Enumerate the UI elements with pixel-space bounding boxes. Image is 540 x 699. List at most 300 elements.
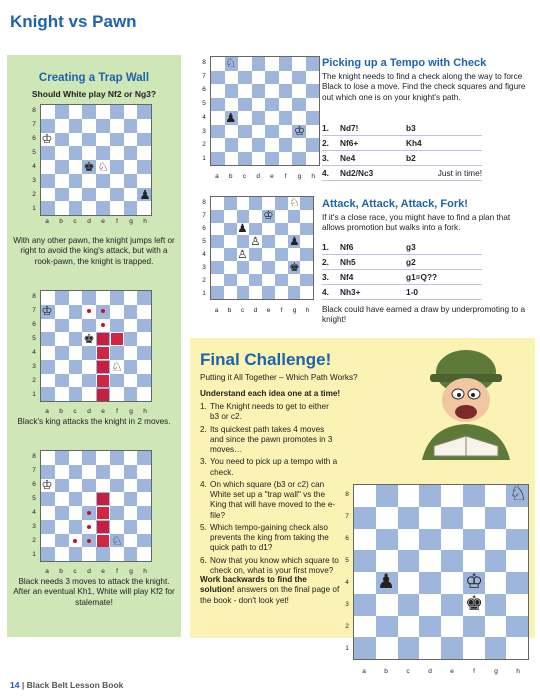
file-label: b bbox=[59, 568, 63, 575]
white-king-icon: ♔ bbox=[263, 208, 274, 222]
board-square bbox=[279, 98, 293, 112]
board-square bbox=[55, 360, 69, 374]
rank-label: 2 bbox=[345, 623, 349, 630]
board-square bbox=[275, 223, 288, 236]
board-square bbox=[249, 286, 262, 299]
board-square bbox=[485, 485, 507, 507]
board-square bbox=[306, 125, 320, 139]
board-square bbox=[262, 197, 275, 210]
final-answer-rest: answers on the final page of the book - don't look yet! bbox=[200, 585, 340, 605]
file-label: e bbox=[101, 568, 105, 575]
move-cell-n: 2. bbox=[322, 255, 340, 270]
board-square bbox=[110, 133, 124, 147]
page-number: 14 bbox=[10, 680, 20, 690]
board-square bbox=[279, 71, 293, 85]
board-square bbox=[288, 248, 301, 261]
move-cell-b: b2 bbox=[406, 151, 482, 166]
board-square bbox=[292, 98, 306, 112]
rank-label: 8 bbox=[202, 58, 206, 66]
board-square bbox=[225, 84, 239, 98]
rank-label: 6 bbox=[32, 135, 36, 142]
board-square bbox=[82, 119, 96, 133]
board-square bbox=[485, 594, 507, 616]
board-square bbox=[441, 594, 463, 616]
board-square bbox=[96, 451, 110, 465]
move-cell-w: Nf6+ bbox=[340, 136, 406, 151]
board-square bbox=[82, 188, 96, 202]
rank-label: 1 bbox=[345, 645, 349, 652]
attack-highlight bbox=[97, 521, 109, 533]
board-square bbox=[82, 105, 96, 119]
board-square bbox=[110, 520, 124, 534]
final-step bbox=[200, 556, 340, 577]
move-cell-n: 1. bbox=[322, 121, 340, 136]
white-knight-icon: ♘ bbox=[509, 483, 527, 506]
board-square bbox=[288, 274, 301, 287]
board-square bbox=[69, 133, 83, 147]
file-label: d bbox=[87, 568, 91, 575]
board-square bbox=[110, 160, 124, 174]
rank-label: 7 bbox=[202, 72, 206, 80]
board-square bbox=[110, 174, 124, 188]
final-step-number: 2. bbox=[200, 424, 207, 434]
board-square bbox=[41, 146, 55, 160]
board-square bbox=[96, 188, 110, 202]
board-square bbox=[441, 616, 463, 638]
move-cell-b: g1=Q?? bbox=[406, 270, 482, 285]
black-pawn-icon: ♟ bbox=[237, 221, 248, 235]
black-pawn-icon: ♟ bbox=[289, 234, 300, 248]
rank-label: 3 bbox=[32, 523, 36, 530]
file-label: b bbox=[227, 307, 232, 314]
board-square bbox=[41, 534, 55, 548]
board-square bbox=[69, 479, 83, 493]
board-square bbox=[55, 465, 69, 479]
board-square bbox=[110, 201, 124, 215]
board-square bbox=[224, 248, 237, 261]
board-square bbox=[41, 547, 55, 561]
board-square bbox=[292, 111, 306, 125]
board-square bbox=[506, 594, 528, 616]
board-square bbox=[300, 210, 313, 223]
rank-label: 8 bbox=[32, 107, 36, 114]
attack-highlight bbox=[97, 535, 109, 547]
file-label: e bbox=[450, 668, 454, 675]
file-label: h bbox=[143, 568, 147, 575]
board-square bbox=[238, 84, 252, 98]
board-square bbox=[211, 210, 224, 223]
file-label: c bbox=[73, 408, 77, 415]
board-square bbox=[124, 160, 138, 174]
board-square bbox=[275, 261, 288, 274]
board-square bbox=[82, 465, 96, 479]
board-square bbox=[69, 319, 83, 333]
rank-label: 7 bbox=[32, 121, 36, 128]
black-pawn-icon: ♟ bbox=[377, 571, 395, 594]
board-square bbox=[110, 319, 124, 333]
file-label: a bbox=[45, 408, 49, 415]
final-step bbox=[200, 480, 340, 521]
board-square bbox=[463, 616, 485, 638]
board-square bbox=[137, 374, 151, 388]
board-square bbox=[137, 360, 151, 374]
rank-label: 8 bbox=[202, 198, 206, 206]
final-step-text: Which tempo-gaining check also prevents the king from taking the quick path to d1? bbox=[210, 522, 329, 553]
board-square bbox=[96, 201, 110, 215]
white-knight-icon: ♘ bbox=[97, 159, 109, 174]
board-square bbox=[124, 133, 138, 147]
file-label: e bbox=[101, 218, 105, 225]
path-dot bbox=[101, 323, 105, 327]
rank-label: 8 bbox=[32, 293, 36, 300]
rank-label: 4 bbox=[202, 250, 206, 258]
board-square bbox=[55, 174, 69, 188]
file-label: b bbox=[59, 408, 63, 415]
move-row bbox=[322, 255, 482, 270]
trap-wall-question: Should White play Nf2 or Ng3? bbox=[31, 89, 157, 99]
board-square bbox=[69, 201, 83, 215]
board-square bbox=[398, 594, 420, 616]
board-square bbox=[237, 210, 250, 223]
board-square bbox=[211, 248, 224, 261]
final-title: Final Challenge! bbox=[200, 350, 332, 369]
board-square bbox=[69, 451, 83, 465]
board-square bbox=[265, 71, 279, 85]
board-square bbox=[238, 98, 252, 112]
board-square bbox=[300, 223, 313, 236]
path-dot bbox=[101, 309, 105, 313]
rank-label: 6 bbox=[202, 224, 206, 232]
board-square bbox=[55, 188, 69, 202]
move-row bbox=[322, 166, 482, 181]
board-square bbox=[376, 594, 398, 616]
board-square bbox=[110, 492, 124, 506]
board-square bbox=[249, 197, 262, 210]
board-square bbox=[110, 119, 124, 133]
board-square bbox=[69, 346, 83, 360]
board-square bbox=[225, 125, 239, 139]
board-square bbox=[224, 210, 237, 223]
board-square bbox=[82, 387, 96, 401]
board-square bbox=[265, 84, 279, 98]
board-square bbox=[137, 174, 151, 188]
board-square bbox=[300, 274, 313, 287]
board-square bbox=[292, 71, 306, 85]
board-square bbox=[279, 84, 293, 98]
file-label: g bbox=[292, 307, 297, 314]
board-square bbox=[69, 146, 83, 160]
board-square bbox=[124, 319, 138, 333]
board-square bbox=[279, 57, 293, 71]
board-square bbox=[485, 507, 507, 529]
board-square bbox=[82, 492, 96, 506]
board-square bbox=[300, 261, 313, 274]
board-square bbox=[354, 507, 376, 529]
file-label: f bbox=[116, 218, 118, 225]
file-label: f bbox=[280, 307, 283, 314]
attack-highlight bbox=[97, 347, 109, 359]
board-square bbox=[96, 119, 110, 133]
board-square bbox=[288, 286, 301, 299]
board-square bbox=[41, 291, 55, 305]
board-square bbox=[211, 98, 225, 112]
board-square bbox=[419, 637, 441, 659]
board-square bbox=[306, 152, 320, 166]
board-square bbox=[306, 57, 320, 71]
page-title: Knight vs Pawn bbox=[10, 12, 137, 31]
board-square bbox=[252, 152, 266, 166]
rank-label: 1 bbox=[202, 155, 206, 163]
rank-label: 5 bbox=[32, 149, 36, 156]
rank-label: 2 bbox=[32, 191, 36, 198]
board-square bbox=[506, 507, 528, 529]
trap-wall-heading: Creating a Trap Wall bbox=[38, 72, 150, 84]
final-answer-bold: Work backwards to find the solution! bbox=[200, 575, 307, 595]
board-square bbox=[41, 346, 55, 360]
board-square bbox=[41, 174, 55, 188]
board-square bbox=[275, 197, 288, 210]
board-square bbox=[354, 572, 376, 594]
move-cell-n: 2. bbox=[322, 136, 340, 151]
rank-label: 8 bbox=[345, 491, 349, 498]
board-square bbox=[110, 374, 124, 388]
file-label: a bbox=[215, 173, 219, 180]
board-square bbox=[124, 332, 138, 346]
rank-label: 5 bbox=[202, 237, 206, 245]
board-square bbox=[225, 98, 239, 112]
white-knight-icon: ♘ bbox=[111, 359, 123, 374]
move-cell-w: Ne4 bbox=[340, 151, 406, 166]
board-square bbox=[288, 210, 301, 223]
board-square bbox=[137, 520, 151, 534]
file-label: c bbox=[406, 668, 410, 675]
board-square bbox=[137, 305, 151, 319]
board-square bbox=[300, 286, 313, 299]
final-step bbox=[200, 523, 340, 554]
board-square bbox=[124, 188, 138, 202]
board-square bbox=[41, 451, 55, 465]
board-square bbox=[41, 105, 55, 119]
board-square bbox=[82, 346, 96, 360]
board-square bbox=[238, 152, 252, 166]
board-square bbox=[354, 594, 376, 616]
rank-label: 5 bbox=[345, 557, 349, 564]
move-cell-b: g2 bbox=[406, 255, 482, 270]
board-square bbox=[506, 637, 528, 659]
board-square bbox=[82, 451, 96, 465]
board-square bbox=[124, 146, 138, 160]
board-square bbox=[211, 111, 225, 125]
fork-text: If it's a close race, you might have to find a plan that allows promotion but walks into a fork. bbox=[322, 213, 511, 233]
chessboard bbox=[40, 290, 152, 402]
board-square bbox=[137, 332, 151, 346]
board-square bbox=[262, 223, 275, 236]
attack-highlight bbox=[97, 333, 109, 345]
file-label: a bbox=[45, 568, 49, 575]
file-label: h bbox=[516, 668, 520, 675]
board-square bbox=[137, 387, 151, 401]
board-square bbox=[110, 105, 124, 119]
board-square bbox=[354, 616, 376, 638]
caption-stalemate: Black needs 3 moves to attack the knight. After an eventual Kh1, White will play Kf2 for stalemate! bbox=[13, 577, 175, 607]
file-label: d bbox=[253, 307, 258, 314]
board-square bbox=[441, 529, 463, 551]
file-label: a bbox=[214, 307, 219, 314]
move-row bbox=[322, 270, 482, 285]
board-square bbox=[55, 451, 69, 465]
board-square bbox=[224, 274, 237, 287]
board-square bbox=[110, 451, 124, 465]
board-square bbox=[506, 572, 528, 594]
file-label: d bbox=[87, 408, 91, 415]
board-square bbox=[96, 547, 110, 561]
board-square bbox=[506, 529, 528, 551]
move-cell-w: Nh5 bbox=[340, 255, 406, 270]
black-king-icon: ♚ bbox=[83, 159, 95, 174]
move-cell-n: 4. bbox=[322, 285, 340, 300]
board-square bbox=[376, 637, 398, 659]
board-square bbox=[137, 451, 151, 465]
board-square bbox=[69, 174, 83, 188]
white-knight-icon: ♘ bbox=[111, 533, 123, 548]
board-square bbox=[211, 261, 224, 274]
board-square bbox=[82, 479, 96, 493]
board-square bbox=[238, 125, 252, 139]
file-label: f bbox=[284, 173, 287, 180]
board-square bbox=[69, 374, 83, 388]
final-step-number: 6. bbox=[200, 555, 207, 565]
file-label: a bbox=[362, 668, 366, 675]
tempo-moves-table bbox=[322, 121, 482, 181]
board-square bbox=[211, 84, 225, 98]
board-square bbox=[275, 274, 288, 287]
board-square bbox=[55, 146, 69, 160]
file-label: f bbox=[116, 568, 118, 575]
board-square bbox=[82, 374, 96, 388]
board-square bbox=[306, 98, 320, 112]
board-square bbox=[300, 197, 313, 210]
rank-label: 2 bbox=[202, 276, 206, 284]
board-square bbox=[55, 506, 69, 520]
move-cell-w: Nd2/Nc3 bbox=[340, 166, 406, 181]
board-square bbox=[419, 616, 441, 638]
page-footer bbox=[10, 680, 123, 690]
board-square bbox=[485, 637, 507, 659]
attack-highlight bbox=[97, 507, 109, 519]
board-square bbox=[55, 105, 69, 119]
final-step-text: Its quickest path takes 4 moves and since the pawn promotes in 3 moves… bbox=[210, 424, 333, 454]
board-square bbox=[238, 57, 252, 71]
rank-label: 5 bbox=[202, 100, 206, 108]
rank-label: 4 bbox=[32, 349, 36, 356]
board-square bbox=[96, 133, 110, 147]
board-square bbox=[41, 520, 55, 534]
board-square bbox=[41, 492, 55, 506]
board-square bbox=[463, 485, 485, 507]
black-pawn-icon: ♟ bbox=[139, 187, 151, 202]
board-square bbox=[124, 451, 138, 465]
board-square bbox=[292, 138, 306, 152]
board-square bbox=[55, 305, 69, 319]
rank-label: 6 bbox=[32, 321, 36, 328]
final-step-text: On which square (b3 or c2) can White set up a "trap wall" vs the King that will have moved to the e-file? bbox=[210, 479, 336, 520]
board-square bbox=[41, 188, 55, 202]
move-row bbox=[322, 285, 482, 300]
move-cell-b: Just in time! bbox=[406, 166, 482, 181]
file-label: f bbox=[116, 408, 118, 415]
board-square bbox=[69, 360, 83, 374]
final-step-text: You need to pick up a tempo with a check. bbox=[210, 457, 338, 477]
board-square bbox=[69, 506, 83, 520]
board-square bbox=[211, 197, 224, 210]
board-square bbox=[96, 105, 110, 119]
board-square bbox=[137, 160, 151, 174]
board-square bbox=[238, 138, 252, 152]
move-cell-n: 4. bbox=[322, 166, 340, 181]
board-square bbox=[124, 465, 138, 479]
file-label: c bbox=[240, 307, 245, 314]
board-square bbox=[275, 248, 288, 261]
file-label: h bbox=[305, 307, 310, 314]
board-square bbox=[55, 133, 69, 147]
board-square bbox=[124, 346, 138, 360]
board-square bbox=[124, 492, 138, 506]
rank-label: 4 bbox=[345, 579, 349, 586]
board-square bbox=[110, 506, 124, 520]
board-square bbox=[237, 274, 250, 287]
board-square bbox=[354, 550, 376, 572]
rank-label: 7 bbox=[32, 467, 36, 474]
board-square bbox=[96, 146, 110, 160]
board-square bbox=[69, 305, 83, 319]
final-subtitle: Putting it All Together – Which Path Works? bbox=[200, 373, 358, 382]
board-square bbox=[249, 261, 262, 274]
final-step bbox=[200, 425, 340, 456]
board-square bbox=[252, 57, 266, 71]
board-square bbox=[252, 138, 266, 152]
move-cell-w: Nf4 bbox=[340, 270, 406, 285]
board-square bbox=[124, 506, 138, 520]
board-square bbox=[279, 111, 293, 125]
board-square bbox=[225, 152, 239, 166]
board-square bbox=[262, 235, 275, 248]
board-square bbox=[124, 520, 138, 534]
move-cell-b: 1-0 bbox=[406, 285, 482, 300]
board-square bbox=[419, 507, 441, 529]
board-square bbox=[55, 319, 69, 333]
rank-label: 3 bbox=[32, 177, 36, 184]
rank-label: 1 bbox=[32, 551, 36, 558]
board-square bbox=[238, 71, 252, 85]
file-label: b bbox=[384, 668, 388, 675]
black-king-icon: ♚ bbox=[465, 593, 483, 616]
board-square bbox=[265, 125, 279, 139]
board-square bbox=[252, 71, 266, 85]
fork-heading: Attack, Attack, Attack, Fork! bbox=[322, 198, 468, 210]
black-king-icon: ♚ bbox=[83, 331, 95, 346]
attack-highlight bbox=[97, 375, 109, 387]
board-square bbox=[485, 529, 507, 551]
board-square bbox=[82, 201, 96, 215]
board-square bbox=[441, 572, 463, 594]
board-square bbox=[211, 152, 225, 166]
board-square bbox=[69, 387, 83, 401]
file-label: f bbox=[473, 668, 475, 675]
board-square bbox=[249, 248, 262, 261]
rank-label: 3 bbox=[32, 363, 36, 370]
move-cell-b: Kh4 bbox=[406, 136, 482, 151]
board-square bbox=[110, 547, 124, 561]
